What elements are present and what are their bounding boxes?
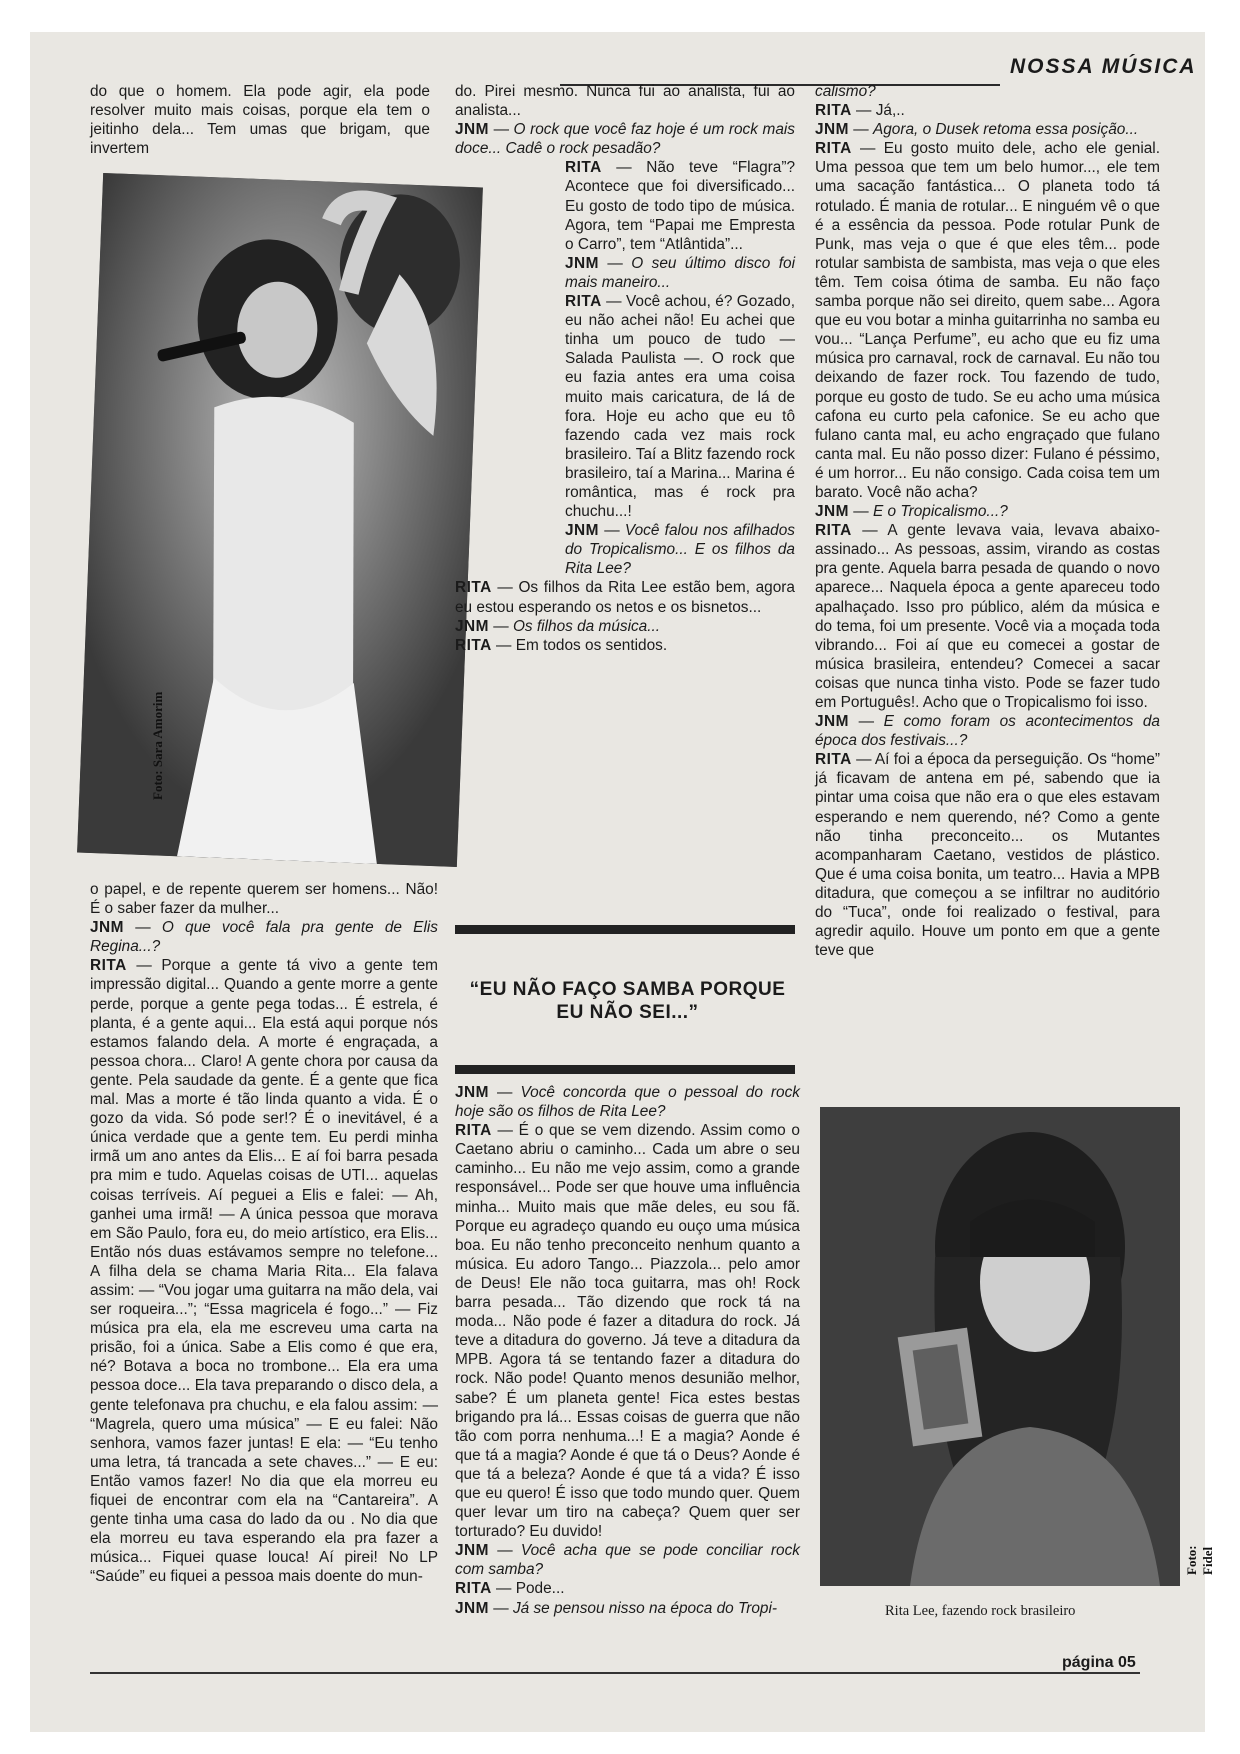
- interview-paragraph: RITA — A gente levava vaia, levava abaixo-assinado... As pessoas, assim, virando as costas pra gente. Aquela barra pesada de quando o novo aparece... Naquela época a gente apareceu todo apalhaçado. Isso pro público, além da música e do tema, foi um presente. Você via a moçada toda vibrando... Foi aí que eu comecei a gostar de música brasileira, entendeu? Comecei a sacar coisas que nunca tinha visto. Pode se fazer tudo em Português!. Acho que o Tropicalismo foi isso.: [815, 522, 1160, 711]
- column-1-main: [90, 880, 438, 1586]
- speaker-label: RITA: [815, 751, 852, 769]
- paragraph-text: Porque a gente tá vivo a gente tem impressão digital... Quando a gente morre a gente perde, porque a gente pega todas... É estrela, é planta, é a gente aqui... Ela está aqui porque nós estamos falando dela. A morte é engraçada, a pessoa chora... Claro! A gente chora por causa da gente. Pela saudade da gente. É a gente que fica mal. Mas a morte é tão linda quanto a vida. É o gozo da vida. Só pode ser!? É o inevitável, é a única verdade que a gente tem. Eu perdi minha irmã um ano antes da Elis... E aí foi barra pesada pra mim e tudo. Aquelas coisas de UTI... aquelas coisas terríveis. Aí peguei a Elis e falei: — Ah, ganhei uma irmã! — A única pessoa que morava em São Paulo, fora eu, do meio artístico, era Elis... Então nós duas estávamos sempre no telefone... A filha dela se chama Maria Rita... Ela falava assim: — “Vou jogar uma guitarra na mão dela, vai ser roqueira...”; “Essa magricela é fogo...” — Fiz música pra ela, ela me escreveu uma carta na prisão, foi a única. Sabe a Elis como é que era, né? Botava a boca no trombone... Ela era uma pessoa doce... Ela tava preparando o disco dela, a gente telefonava pra chuchu, e ela falou assim: — “Magrela, quero uma música” — E eu falei: Não senhora, vamos fazer juntas! E ela: — “Eu tenho uma letra, tá trancada a sete chaves...” — E eu: Então vamos fazer! No dia que ela morreu eu fiquei de encontrar com ela na “Cantareira”. A gente tinha uma casa do lado da ou . No dia que ela morreu eu tava esperando ela pra fazer a música... Fiquei quase louca! Aí pirei! No LP “Saúde” eu fiquei a pessoa mais doente do mun-: [90, 957, 438, 1586]
- paragraph-text: Pode...: [515, 1580, 565, 1598]
- paragraph-text: É o que se vem dizendo. Assim como o Caetano abriu o caminho... Cada um abre o seu caminho... Eu não me vejo assim, como a grande responsável... Pode ser que houve uma influência minha... Muito mais que mãe deles, eu sou fã. Porque eu agradeço quando eu ouço uma música boa. Eu não tenho preconceito nenhum quanto a música. Eu adoro Tango... Piazzola... pelo amor de Deus! Ele não toca guitarra, mas oh! Rock barra pesada... Tão dizendo que rock tá na moda... Não pode é fazer a ditadura do rock. Já teve a ditadura do governo. Já teve a ditadura da MPB. Agora tá se tentando fazer a ditadura do rock. Não pode! Quanto menos desunião melhor, sabe? É um planeta gente! Fica estes bestas brigando pra lá... Essas coisas de guerra que não tão com porra nenhuma...! E a magia? Aonde é que tá a magia? Aonde é que tá o Deus? Aonde é que tá a beleza? Aonde é que tá a vida? É isso que eu quero! É isso que todo mundo quer. Quem quer levar um tiro na cabeça? Quem quer ser torturado? Eu duvido!: [455, 1122, 800, 1541]
- interview-paragraph: JNM — O que você fala pra gente de Elis Regina...?: [90, 919, 438, 956]
- speaker-label: JNM: [815, 503, 849, 521]
- paragraph-text: Você falou nos afilhados do Tropicalismo... E os filhos da Rita Lee?: [565, 522, 795, 578]
- paragraph-text: Eu gosto muito dele, acho ele genial. Uma pessoa que tem um belo humor..., ele tem uma sacação fantástica... O planeta todo tá rotulado. É mania de rotular... E ninguém vê o que é a essência da pessoa. Pode rotular Punk de Punk, mas veja o que é que eles têm... pode rotular sambista de sambista, mas veja o que eles têm. Tem coisa ótima de samba. Eu não faço samba porque não sei direito, quem sabe... Agora que eu vou botar a minha guitarrinha no samba eu vou... “Lança Perfume”, eu acho que eu fiz uma música pro carnaval, rock de carnaval. Eu não tou deixando de fazer rock. Tou fazendo de tudo, porque eu gosto de tudo. Se eu acho uma música cafona eu curto pela cafonice. Se eu acho que fulano canta mal, eu acho engraçado que fulano canta mal. Eu não posso dizer: Fulano é péssimo, é um horror... Eu não consigo. Cada coisa tem um barato. Você não acha?: [815, 140, 1160, 501]
- headline-rule-top: [455, 925, 795, 934]
- paragraph-text: Aí foi a época da perseguição. Os “home” já ficavam de antena em pé, sabendo que ia pintar uma coisa que não era o que eles estavam esperando e nem querendo, né? Como a gente não tinha preconceito... os Mutantes acompanharam Caetano, vestidos de plástico. Que é uma coisa bonita, um teatro... Havia a MPB ditadura, que começou a se infiltrar no auditório do “Tuca”, onde foi realizado o festival, para agredir aquilo. Houve um ponto em que a gente teve que: [815, 751, 1161, 960]
- paragraph-text: A gente levava vaia, levava abaixo-assinado... As pessoas, assim, virando as costas pra gente. Aquela barra pesada de quando o novo aparece... Naquela época a gente apareceu todo apalhaçado. Isso pro público, além da música e do tema, foi um presente. Você via a moçada toda vibrando... Foi aí que eu comecei a gostar de música brasileira, entendeu? Comecei a sacar coisas que nunca tinha visto. Pode se fazer tudo em Português!. Acho que o Tropicalismo foi isso.: [815, 522, 1160, 711]
- concert-photo: [77, 173, 483, 867]
- interview-paragraph: RITA — Porque a gente tá vivo a gente tem impressão digital... Quando a gente morre a gente perde, porque a gente pega todas... É estrela, é planta, é a gente aqui... Ela está aqui porque nós estamos falando dela. A morte é engraçada, a pessoa chora... Claro! A gente chora por causa da gente. Pela saudade da gente. É a gente que fica mal. Mas a morte é tão linda quanto a vida. É o gozo da vida. Só pode ser!? É o inevitável, é a única verdade que a gente tem. Eu perdi minha irmã um ano antes da Elis... E aí foi barra pesada pra mim e tudo. Aquelas coisas de UTI... aquelas coisas terríveis. Aí peguei a Elis e falei: — Ah, ganhei uma irmã! — A única pessoa que morava em São Paulo, fora eu, do meio artístico, era Elis... Então nós duas estávamos sempre no telefone... A filha dela se chama Maria Rita... Ela falava assim: — “Vou jogar uma guitarra na mão dela, vai ser roqueira...”; “Essa magricela é fogo...” — Fiz música pra ela, ela me escreveu uma carta na prisão, foi a única. Sabe a Elis como é que era, né? Botava a boca no trombone... Ela era uma pessoa doce... Ela tava preparando o disco dela, a gente telefonava pra chuchu, e ela falou assim: — “Magrela, quero uma música” — E eu falei: Não senhora, vamos fazer juntas! E ela: — “Eu tenho uma letra, tá trancada a sete chaves...” — E eu: Então vamos fazer! No dia que ela morreu eu fiquei de encontrar com ela na “Cantareira”. A gente tinha uma casa do lado da ou . No dia que ela morreu eu tava esperando ela pra fazer a música... Fiquei quase louca! Aí pirei! No LP “Saúde” eu fiquei a pessoa mais doente do mun-: [90, 957, 438, 1586]
- speaker-label: RITA: [455, 1122, 492, 1140]
- paragraph: do que o homem. Ela pode agir, ela pode resolver muito mais coisas, porque ela tem o jeitinho dela... Tem umas que brigam, que invertem: [90, 83, 430, 158]
- paragraph-text: O seu último disco foi mais maneiro...: [565, 254, 795, 291]
- portrait-photo: [820, 1107, 1180, 1586]
- column-1-top: [90, 82, 430, 158]
- paragraph-text: Você concorda que o pessoal do rock hoje são os filhos de Rita Lee?: [455, 1084, 800, 1121]
- interview-paragraph: JNM — Os filhos da música...: [455, 617, 661, 635]
- interview-paragraph: RITA — Eu gosto muito dele, acho ele genial. Uma pessoa que tem um belo humor..., ele tem uma sacação fantástica... O planeta todo tá rotulado. É mania de rotular... E ninguém vê o que é a essência da pessoa. Pode rotular Punk de Punk, mas veja o que é que eles têm... pode rotular sambista de sambista, mas veja o que eles têm. Tem coisa ótima de samba. Eu não faço samba porque não sei direito, quem sabe... Agora que eu vou botar a minha guitarrinha no samba eu vou... “Lança Perfume”, eu acho que eu fiz uma música pro carnaval, rock de carnaval. Eu não tou deixando de fazer rock. Tou fazendo de tudo, porque eu gosto de tudo. Se eu acho uma música cafona eu curto pela cafonice. Se eu acho que fulano canta mal, eu acho engraçado que fulano canta mal. Eu não posso dizer: Fulano é péssimo, é um horror... Eu não consigo. Cada coisa tem um barato. Você não acha?: [815, 140, 1160, 501]
- paragraph-text: Os filhos da Rita Lee estão bem, agora eu estou esperando os netos e os bisnetos...: [455, 579, 795, 616]
- singer-figure-illustration: [77, 173, 483, 867]
- photo-caption: Rita Lee, fazendo rock brasileiro: [885, 1603, 1076, 1619]
- paragraph-text: Não teve “Flagra”? Acontece que foi diversificado... Eu gosto de todo tipo de música. Agora, tem “Papai me Empresta o Carro”, tem “Atlântida”...: [565, 159, 795, 253]
- headline-rule-bottom: [455, 1065, 795, 1074]
- interview-paragraph: JNM — Já se pensou nisso na época do Tropi-: [455, 1599, 778, 1617]
- interview-paragraph: JNM — E o Tropicalismo...?: [815, 503, 1008, 521]
- column-3: [815, 82, 1160, 960]
- paragraph-text: Agora, o Dusek retoma essa posição...: [872, 121, 1139, 139]
- speaker-label: RITA: [455, 636, 492, 654]
- paragraph-text: Já se pensou nisso na época do Tropi-: [512, 1599, 778, 1617]
- speaker-label: JNM: [90, 919, 124, 937]
- speaker-label: JNM: [455, 617, 489, 635]
- speaker-label: RITA: [815, 522, 852, 540]
- speaker-label: JNM: [565, 254, 599, 272]
- speaker-label: JNM: [565, 522, 599, 540]
- interview-paragraph: JNM — Você concorda que o pessoal do rock hoje são os filhos de Rita Lee?: [455, 1084, 800, 1121]
- interview-paragraph: RITA — Já,..: [815, 102, 905, 120]
- interview-paragraph: JNM — E como foram os acontecimentos da época dos festivais...?: [815, 713, 1160, 750]
- section-title: NOSSA MÚSICA: [1010, 55, 1197, 78]
- interview-paragraph: RITA — Aí foi a época da perseguição. Os “home” já ficavam de antena em pé, sabendo que ia pintar uma coisa que não era o que eles estavam esperando e nem querendo, né? Como a gente não tinha preconceito... os Mutantes acompanharam Caetano, vestidos de plástico. Que é uma coisa bonita, um teatro... Havia a MPB ditadura, que começou a se infiltrar no auditório do “Tuca”, onde foi realizado o festival, para agredir aquilo. Houve um ponto em que a gente teve que: [815, 751, 1161, 960]
- headline: “EU NÃO FAÇO SAMBA PORQUE EU NÃO SEI...”: [469, 979, 786, 1023]
- interview-paragraph: JNM — O seu último disco foi mais maneiro...: [565, 254, 795, 291]
- paragraph-text: calismo?: [815, 83, 876, 100]
- interview-paragraph: RITA — É o que se vem dizendo. Assim como o Caetano abriu o caminho... Cada um abre o seu caminho... Eu não me vejo assim, como a grande responsável... Pode ser que houve uma influência minha... Muito mais que mãe deles, eu sou fã. Porque eu agradeço quando eu ouço uma música boa. Eu não tenho preconceito nenhum quanto a música. Eu adoro Tango... Piazzola... pelo amor de Deus! Ele não toca guitarra, mas oh! Rock barra pesada... Tão dizendo que rock tá na moda... Não pode é fazer a ditadura do rock. Já teve a ditadura do governo. Já teve a ditadura da MPB. Agora tá se tentando fazer a ditadura do rock. Não pode! Quanto menos desunião melhor, sabe? É um planeta gente! Fica estes bestas brigando pra lá... Essas coisas de guerra que não tão com porra nenhuma...! E a magia? Aonde é que tá a magia? Aonde é que tá o Deus? Aonde é que tá a beleza? Aonde é que tá a vida? É isso que eu quero! É isso que todo mundo quer. Quem quer levar um tiro na cabeça? Quem quer ser torturado? Eu duvido!: [455, 1122, 800, 1541]
- interview-paragraph: [455, 82, 795, 120]
- speaker-label: JNM: [815, 713, 849, 731]
- speaker-label: JNM: [455, 1084, 489, 1101]
- interview-paragraph: RITA — Em todos os sentidos.: [455, 636, 668, 654]
- interview-paragraph: [90, 880, 438, 918]
- paragraph-text: Os filhos da música...: [512, 617, 661, 635]
- interview-paragraph: RITA — Não teve “Flagra”? Acontece que foi diversificado... Eu gosto de todo tipo de música. Agora, tem “Papai me Empresta o Carro”, tem “Atlântida”...: [565, 159, 795, 253]
- speaker-label: RITA: [90, 957, 127, 975]
- paragraph-text: Já,..: [875, 102, 905, 120]
- speaker-label: JNM: [455, 121, 489, 139]
- photo-credit-1: Foto: Sara Amorim: [150, 691, 165, 800]
- interview-paragraph: RITA — Os filhos da Rita Lee estão bem, agora eu estou esperando os netos e os bisnetos...: [455, 579, 795, 616]
- speaker-label: RITA: [455, 1580, 492, 1598]
- interview-paragraph: [815, 82, 1160, 101]
- interview-paragraph: JNM — O rock que você faz hoje é um rock mais doce... Cadê o rock pesadão?: [455, 121, 795, 158]
- speaker-label: RITA: [565, 159, 602, 177]
- speaker-label: RITA: [815, 140, 852, 158]
- interview-paragraph: RITA — Você achou, é? Gozado, eu não achei não! Eu achei que tinha um pouco de tudo — Salada Paulista —. O rock que eu fazia antes era uma coisa muito mais caricatura, de lá de fora. Hoje eu acho que eu tô fazendo cada vez mais rock brasileiro. Taí a Blitz fazendo rock brasileiro, taí a Marina... Marina é romântica, mas é rock pra chuchu...!: [565, 293, 795, 521]
- paragraph-text: O rock que você faz hoje é um rock mais doce... Cadê o rock pesadão?: [455, 121, 795, 158]
- paragraph-text: O que você fala pra gente de Elis Regina...?: [90, 919, 438, 956]
- speaker-label: RITA: [565, 293, 602, 311]
- interview-paragraph: RITA — Pode...: [455, 1580, 565, 1598]
- paragraph-text: Você acha que se pode conciliar rock com samba?: [455, 1542, 800, 1579]
- paragraph-text: Você achou, é? Gozado, eu não achei não! Eu achei que tinha um pouco de tudo — Salada Paulista —. O rock que eu fazia antes era uma coisa muito mais caricatura, de lá de fora. Hoje eu acho que eu tô fazendo cada vez mais rock brasileiro. Taí a Blitz fazendo rock brasileiro, taí a Marina... Marina é romântica, mas é rock pra chuchu...!: [565, 293, 795, 521]
- paragraph-text: E como foram os acontecimentos da época dos festivais...?: [815, 713, 1160, 750]
- interview-paragraph: JNM — Agora, o Dusek retoma essa posição...: [815, 121, 1139, 139]
- photo-credit-2: Foto: Fidel: [1184, 1545, 1215, 1575]
- paragraph-text: E o Tropicalismo...?: [872, 503, 1008, 521]
- page-number: página 05: [1062, 1654, 1136, 1671]
- column-2-top: [455, 82, 795, 655]
- paragraph-text: Em todos os sentidos.: [515, 636, 668, 654]
- interview-paragraph: JNM — Você falou nos afilhados do Tropicalismo... E os filhos da Rita Lee?: [565, 522, 795, 578]
- paragraph-text: do. Pirei mesmo. Nunca fui ao analista, fui ao analista...: [455, 83, 795, 120]
- footer-rule: [90, 1672, 1140, 1674]
- interview-paragraph: JNM — Você acha que se pode conciliar rock com samba?: [455, 1542, 800, 1579]
- speaker-label: JNM: [455, 1542, 489, 1560]
- speaker-label: RITA: [455, 579, 492, 597]
- column-2-bottom: [455, 1083, 800, 1618]
- paragraph-text: o papel, e de repente querem ser homens... Não! É o saber fazer da mulher...: [90, 881, 438, 918]
- speaker-label: JNM: [455, 1599, 489, 1617]
- portrait-illustration: [820, 1107, 1180, 1586]
- speaker-label: RITA: [815, 102, 852, 120]
- speaker-label: JNM: [815, 121, 849, 139]
